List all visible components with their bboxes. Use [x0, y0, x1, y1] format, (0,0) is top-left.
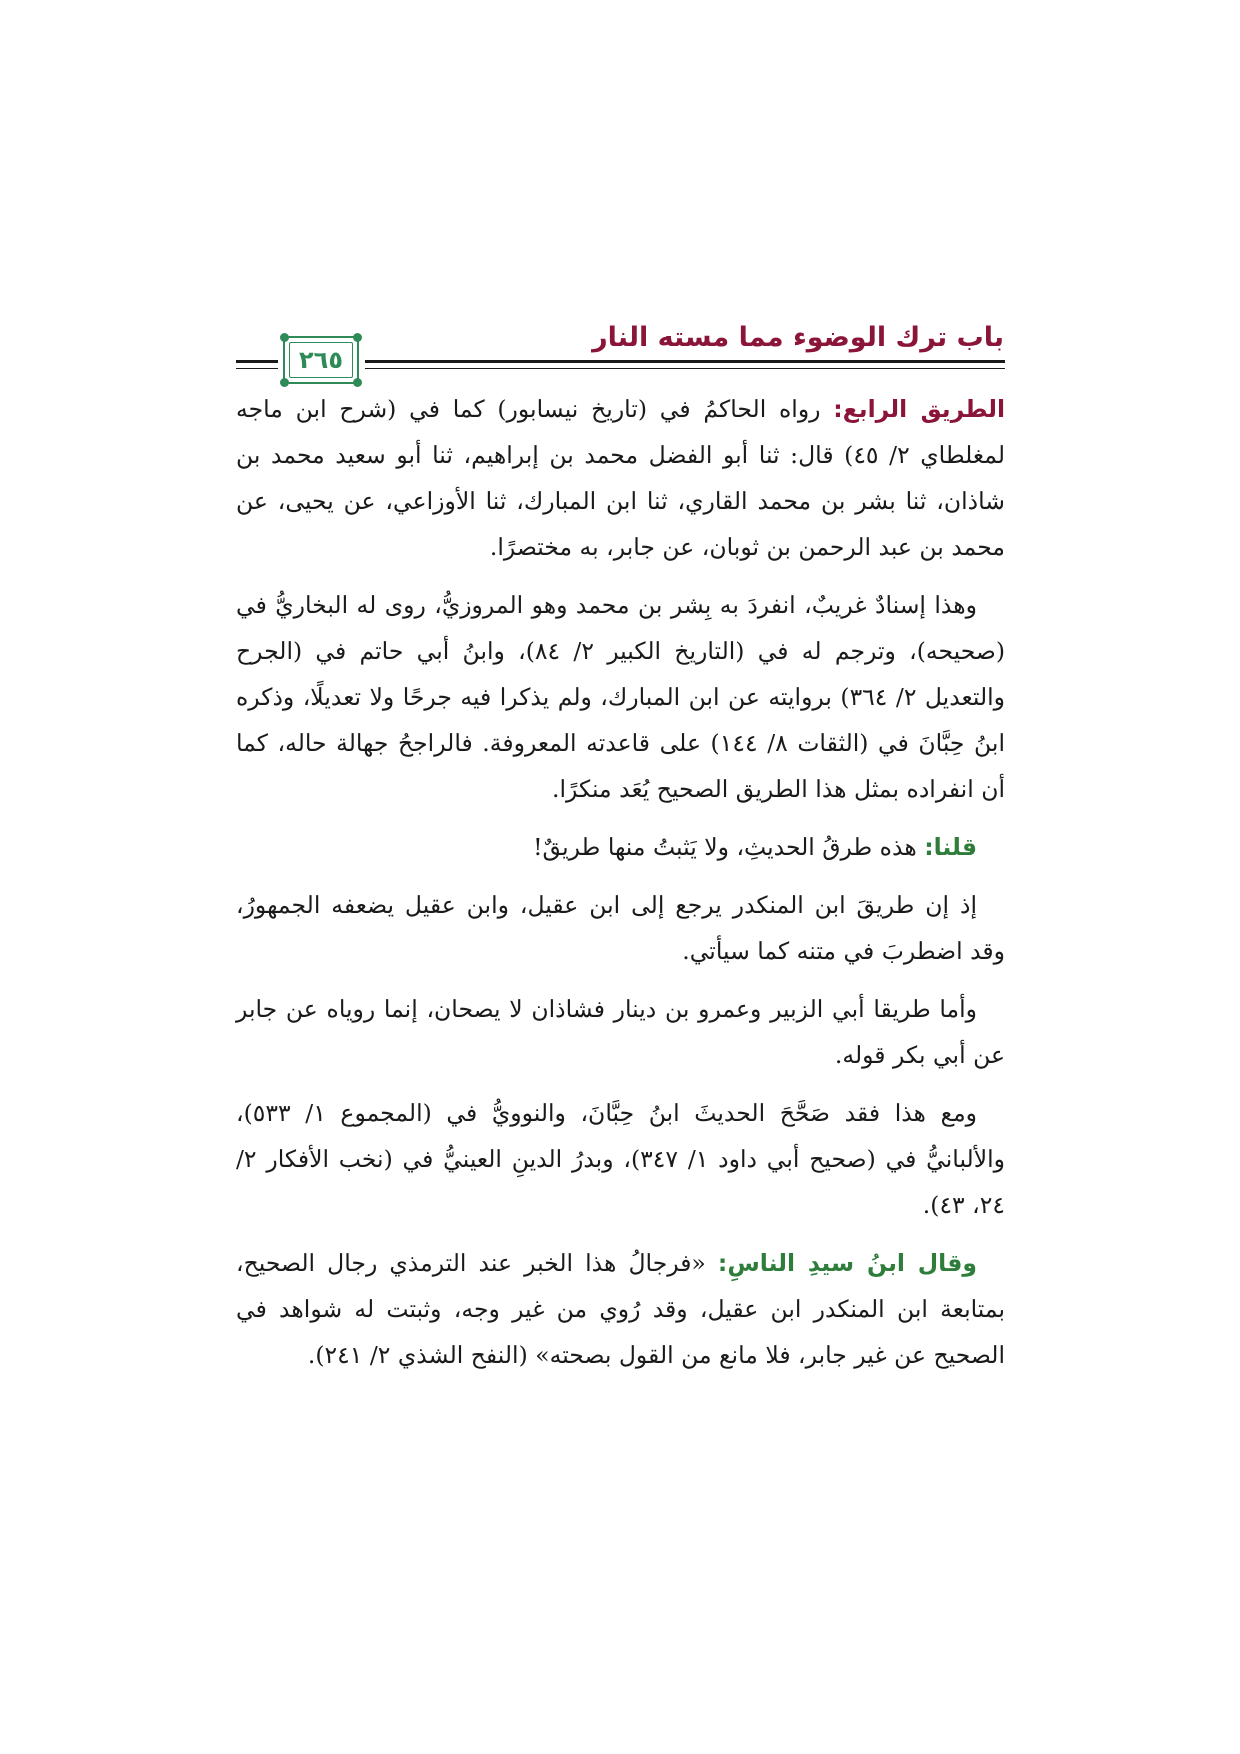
page-number-frame [283, 336, 359, 384]
chapter-title: باب ترك الوضوء مما مسته النار [592, 322, 1004, 353]
paragraph-text: وهذا إسنادٌ غريبٌ، انفردَ به بِشر بن محمد وهو المروزيُّ، روى له البخاريُّ في (صحيحه)، وترجم له في (التاريخ الكبير ٢/ ٨٤)، وابنُ أبي حاتم في (الجرح والتعديل ٢/ ٣٦٤) بروايته عن ابن المبارك، ولم يذكرا فيه جرحًا ولا تعديلًا، وذكره ابنُ حِبَّانَ في (الثقات ٨/ ١٤٤) على قاعدته المعروفة. فالراجحُ جهالة حاله، كما أن انفراده بمثل هذا الطريق الصحيح يُعَد منكرًا. [236, 591, 1006, 803]
paragraph-abu-zubair [236, 986, 1005, 1078]
paragraph-lead: قلنا: [924, 833, 977, 861]
paragraph-qulna [236, 824, 1005, 870]
paragraph-text: وأما طريقا أبي الزبير وعمرو بن دينار فشاذان لا يصحان، إنما روياه عن جابر عن أبي بكر قوله. [236, 995, 1005, 1069]
page-number: ٢٦٥ [299, 346, 343, 374]
paragraph-text: إذ إن طريقَ ابن المنكدر يرجع إلى ابن عقيل، وابن عقيل يضعفه الجمهورُ، وقد اضطربَ في متنه كما سيأتي. [236, 891, 1005, 965]
header-rule-left [236, 360, 278, 369]
paragraph-ibn-sayyid-al-nas [236, 1240, 1005, 1378]
body-text [236, 386, 1005, 1390]
paragraph-lead: الطريق الرابع: [833, 395, 1005, 423]
paragraph-tashih [236, 1090, 1005, 1228]
paragraph-ibn-munkadir [236, 882, 1005, 974]
paragraph-text: «فرجالُ هذا الخبر عند الترمذي رجال الصحيح، بمتابعة ابن المنكدر ابن عقيل، وقد رُوي من غير وجه، وثبتت له شواهد في الصحيح عن غير جابر، فلا مانع من القول بصحته» (النفح الشذي ٢/ ٢٤١). [236, 1249, 1005, 1369]
ornament-icon [353, 333, 362, 342]
paragraph-fourth-route [236, 386, 1005, 570]
paragraph-text: ومع هذا فقد صَحَّحَ الحديثَ ابنُ حِبَّانَ، والنوويُّ في (المجموع ١/ ٥٣٣)، والألبانيُّ في (صحيح أبي داود ١/ ٣٤٧)، وبدرُ الدينِ العينيُّ في (نخب الأفكار ٢/ ٢٤، ٤٣). [236, 1099, 1006, 1219]
paragraph-lead: وقال ابنُ سيدِ الناسِ: [717, 1249, 977, 1277]
header-rule [365, 360, 1005, 369]
paragraph-isnad [236, 582, 1005, 812]
ornament-icon [280, 333, 289, 342]
paragraph-text: هذه طرقُ الحديثِ، ولا يَثبتُ منها طريقٌ! [533, 833, 925, 861]
paragraph-text: رواه الحاكمُ في (تاريخ نيسابور) كما في (شرح ابن ماجه لمغلطاي ٢/ ٤٥) قال: ثنا أبو الفضل محمد بن إبراهيم، ثنا أبو سعيد محمد بن شاذان، ثنا بشر بن محمد القاري، ثنا ابن المبارك، ثنا الأوزاعي، عن يحيى، عن محمد بن عبد الرحمن بن ثوبان، عن جابر، به مختصرًا. [236, 395, 1005, 561]
